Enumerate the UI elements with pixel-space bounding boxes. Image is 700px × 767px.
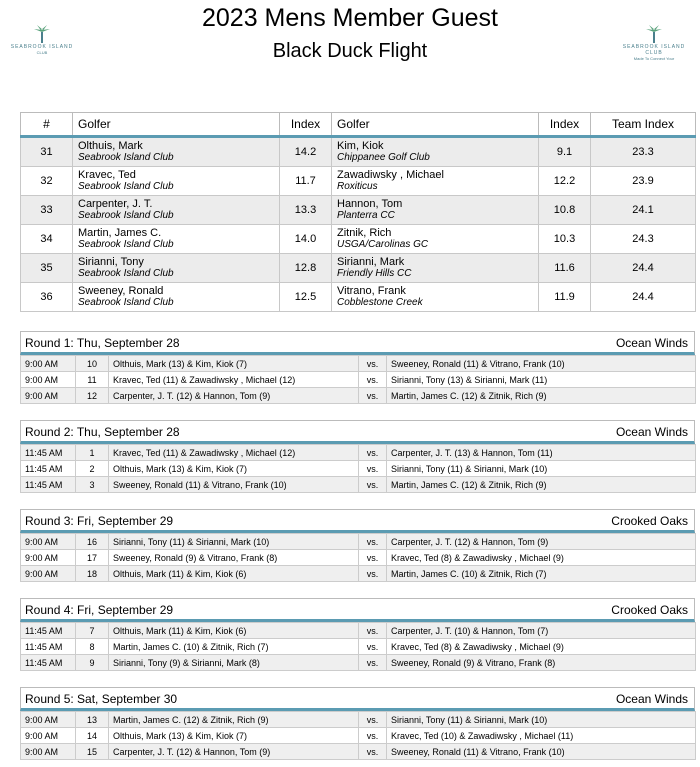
match-row	[21, 461, 696, 477]
tee-time: 9:00 AM	[21, 566, 76, 582]
team-1: Carpenter, J. T. (12) & Hannon, Tom (9)	[109, 744, 359, 760]
team-2: Carpenter, J. T. (13) & Hannon, Tom (11)	[387, 445, 696, 461]
round-course: Crooked Oaks	[611, 514, 688, 528]
tee-time: 9:00 AM	[21, 372, 76, 388]
starting-hole: 11	[76, 372, 109, 388]
page-title: 2023 Mens Member Guest	[202, 4, 498, 32]
match-row	[21, 566, 696, 582]
golfer-2-name: Vitrano, Frank	[337, 285, 406, 297]
starting-hole: 8	[76, 639, 109, 655]
team-index: 24.4	[591, 254, 696, 283]
logo-right-name: SEABROOK ISLAND CLUB	[622, 44, 686, 56]
team-index: 24.3	[591, 225, 696, 254]
golfer-1-index: 14.2	[280, 137, 332, 167]
golfer-1-name: Kravec, Ted	[78, 169, 136, 181]
team-1: Sweeney, Ronald (11) & Vitrano, Frank (10)	[109, 477, 359, 493]
versus-label: vs.	[359, 639, 387, 655]
golfer-1-club: Seabrook Island Club	[78, 152, 174, 163]
tee-time: 9:00 AM	[21, 550, 76, 566]
team-1: Olthuis, Mark (11) & Kim, Kiok (6)	[109, 566, 359, 582]
tee-time: 11:45 AM	[21, 477, 76, 493]
col-header-golfer-2: Golfer	[332, 113, 539, 137]
golfer-1-index: 14.0	[280, 225, 332, 254]
round-matches-body	[21, 623, 696, 671]
golfer-2-cell	[332, 283, 539, 312]
golfer-1-cell	[73, 137, 280, 167]
logo-right-sub: Made To Connect Your	[633, 56, 675, 61]
round-header	[20, 331, 695, 355]
col-header-index-2: Index	[539, 113, 591, 137]
tee-time: 11:45 AM	[21, 623, 76, 639]
palm-icon	[645, 24, 663, 44]
starting-hole: 16	[76, 534, 109, 550]
versus-label: vs.	[359, 356, 387, 372]
golfer-2-index: 11.9	[539, 283, 591, 312]
logo-left-name: SEABROOK ISLAND	[10, 44, 74, 50]
round-matches-table	[20, 533, 696, 582]
round-header	[20, 687, 695, 711]
tee-time: 9:00 AM	[21, 388, 76, 404]
golfer-2-club: USGA/Carolinas GC	[337, 239, 429, 250]
team-1: Kravec, Ted (11) & Zawadiwsky , Michael (12)	[109, 372, 359, 388]
page-subtitle: Black Duck Flight	[272, 40, 428, 62]
match-row	[21, 477, 696, 493]
golfer-2-index: 11.6	[539, 254, 591, 283]
starting-hole: 13	[76, 712, 109, 728]
versus-label: vs.	[359, 372, 387, 388]
golfer-2-index: 9.1	[539, 137, 591, 167]
logo-left-sub: CLUB	[36, 50, 48, 55]
versus-label: vs.	[359, 534, 387, 550]
round-matches-body	[21, 534, 696, 582]
table-row	[21, 167, 696, 196]
golfer-1-name: Martin, James C.	[78, 227, 162, 239]
team-2: Sweeney, Ronald (9) & Vitrano, Frank (8)	[387, 655, 696, 671]
golfer-1-index: 11.7	[280, 167, 332, 196]
golfer-2-name: Zawadiwsky , Michael	[337, 169, 444, 181]
golfer-2-cell	[332, 167, 539, 196]
golfer-1-cell	[73, 283, 280, 312]
team-2: Sweeney, Ronald (11) & Vitrano, Frank (10)	[387, 356, 696, 372]
tee-time: 9:00 AM	[21, 728, 76, 744]
golfer-1-club: Seabrook Island Club	[78, 268, 174, 279]
match-row	[21, 445, 696, 461]
versus-label: vs.	[359, 655, 387, 671]
golfer-1-club: Seabrook Island Club	[78, 239, 174, 250]
versus-label: vs.	[359, 461, 387, 477]
round-title: Round 3: Fri, September 29	[25, 514, 174, 528]
tee-time: 11:45 AM	[21, 461, 76, 477]
team-1: Olthuis, Mark (11) & Kim, Kiok (6)	[109, 623, 359, 639]
golfer-2-name: Hannon, Tom	[337, 198, 403, 210]
golfer-2-cell	[332, 137, 539, 167]
match-row	[21, 372, 696, 388]
match-row	[21, 655, 696, 671]
team-1: Olthuis, Mark (13) & Kim, Kiok (7)	[109, 356, 359, 372]
team-2: Carpenter, J. T. (12) & Hannon, Tom (9)	[387, 534, 696, 550]
golfer-1-club: Seabrook Island Club	[78, 181, 174, 192]
team-2: Martin, James C. (12) & Zitnik, Rich (9)	[387, 388, 696, 404]
golfer-1-cell	[73, 225, 280, 254]
golfer-1-club: Seabrook Island Club	[78, 297, 174, 308]
tee-time: 11:45 AM	[21, 655, 76, 671]
team-1: Kravec, Ted (11) & Zawadiwsky , Michael (12)	[109, 445, 359, 461]
team-index: 24.4	[591, 283, 696, 312]
tee-time: 11:45 AM	[21, 445, 76, 461]
golfer-1-name: Sweeney, Ronald	[78, 285, 164, 297]
golfer-1-name: Olthuis, Mark	[78, 140, 143, 152]
starting-hole: 15	[76, 744, 109, 760]
starting-hole: 10	[76, 356, 109, 372]
versus-label: vs.	[359, 388, 387, 404]
match-row	[21, 712, 696, 728]
tee-time: 9:00 AM	[21, 712, 76, 728]
round-title: Round 1: Thu, September 28	[25, 336, 180, 350]
round-course: Ocean Winds	[615, 692, 688, 706]
tee-time: 9:00 AM	[21, 744, 76, 760]
round-header	[20, 598, 695, 622]
golfer-1-index: 12.5	[280, 283, 332, 312]
round-title: Round 5: Sat, September 30	[25, 692, 178, 706]
match-row	[21, 534, 696, 550]
roster-table	[20, 112, 696, 312]
col-header-number: #	[21, 113, 73, 137]
golfer-2-index: 10.3	[539, 225, 591, 254]
tee-time: 9:00 AM	[21, 534, 76, 550]
match-row	[21, 623, 696, 639]
golfer-2-cell	[332, 225, 539, 254]
round-matches-table	[20, 444, 696, 493]
roster-body	[21, 137, 696, 312]
golfer-1-name: Sirianni, Tony	[78, 256, 144, 268]
team-2: Martin, James C. (10) & Zitnik, Rich (7)	[387, 566, 696, 582]
golfer-2-name: Kim, Kiok	[337, 140, 384, 152]
tee-time: 11:45 AM	[21, 639, 76, 655]
round-section	[20, 509, 695, 582]
team-1: Martin, James C. (12) & Zitnik, Rich (9)	[109, 712, 359, 728]
team-2: Martin, James C. (12) & Zitnik, Rich (9)	[387, 477, 696, 493]
team-index: 24.1	[591, 196, 696, 225]
match-row	[21, 388, 696, 404]
team-2: Kravec, Ted (8) & Zawadiwsky , Michael (9)	[387, 550, 696, 566]
round-matches-body	[21, 445, 696, 493]
round-section	[20, 598, 695, 671]
golfer-2-club: Planterra CC	[337, 210, 395, 221]
team-1: Martin, James C. (10) & Zitnik, Rich (7)	[109, 639, 359, 655]
golfer-2-club: Roxiticus	[337, 181, 378, 192]
match-row	[21, 639, 696, 655]
col-header-golfer: Golfer	[73, 113, 280, 137]
round-title: Round 4: Fri, September 29	[25, 603, 174, 617]
round-course: Ocean Winds	[615, 425, 688, 439]
match-row	[21, 356, 696, 372]
team-2: Sirianni, Tony (13) & Sirianni, Mark (11)	[387, 372, 696, 388]
col-header-index: Index	[280, 113, 332, 137]
round-section	[20, 420, 695, 493]
golfer-2-index: 12.2	[539, 167, 591, 196]
round-section	[20, 331, 695, 404]
versus-label: vs.	[359, 744, 387, 760]
round-course: Crooked Oaks	[611, 603, 688, 617]
table-row	[21, 254, 696, 283]
starting-hole: 12	[76, 388, 109, 404]
team-2: Sirianni, Tony (11) & Sirianni, Mark (10)	[387, 712, 696, 728]
match-row	[21, 550, 696, 566]
round-matches-body	[21, 356, 696, 404]
team-number: 35	[21, 254, 73, 283]
match-row	[21, 744, 696, 760]
round-section	[20, 687, 695, 760]
starting-hole: 18	[76, 566, 109, 582]
team-2: Sweeney, Ronald (11) & Vitrano, Frank (10)	[387, 744, 696, 760]
golfer-1-index: 12.8	[280, 254, 332, 283]
versus-label: vs.	[359, 550, 387, 566]
versus-label: vs.	[359, 566, 387, 582]
team-index: 23.3	[591, 137, 696, 167]
round-header	[20, 420, 695, 444]
team-2: Carpenter, J. T. (10) & Hannon, Tom (7)	[387, 623, 696, 639]
golfer-2-index: 10.8	[539, 196, 591, 225]
team-2: Kravec, Ted (10) & Zawadiwsky , Michael (11)	[387, 728, 696, 744]
match-row	[21, 728, 696, 744]
round-matches-body	[21, 712, 696, 760]
team-2: Sirianni, Tony (11) & Sirianni, Mark (10)	[387, 461, 696, 477]
team-2: Kravec, Ted (8) & Zawadiwsky , Michael (9)	[387, 639, 696, 655]
versus-label: vs.	[359, 728, 387, 744]
starting-hole: 3	[76, 477, 109, 493]
col-header-team-index: Team Index	[591, 113, 696, 137]
golfer-1-name: Carpenter, J. T.	[78, 198, 153, 210]
golfer-1-club: Seabrook Island Club	[78, 210, 174, 221]
starting-hole: 2	[76, 461, 109, 477]
club-logo-right	[618, 24, 690, 74]
starting-hole: 7	[76, 623, 109, 639]
golfer-2-club: Friendly Hills CC	[337, 268, 412, 279]
golfer-2-name: Zitnik, Rich	[337, 227, 392, 239]
starting-hole: 1	[76, 445, 109, 461]
table-row	[21, 137, 696, 167]
starting-hole: 9	[76, 655, 109, 671]
starting-hole: 14	[76, 728, 109, 744]
page-header	[0, 0, 700, 75]
golfer-2-club: Cobblestone Creek	[337, 297, 423, 308]
team-number: 32	[21, 167, 73, 196]
versus-label: vs.	[359, 712, 387, 728]
golfer-2-cell	[332, 254, 539, 283]
versus-label: vs.	[359, 477, 387, 493]
versus-label: vs.	[359, 445, 387, 461]
versus-label: vs.	[359, 623, 387, 639]
team-1: Olthuis, Mark (13) & Kim, Kiok (7)	[109, 461, 359, 477]
golfer-1-cell	[73, 196, 280, 225]
team-1: Sweeney, Ronald (9) & Vitrano, Frank (8)	[109, 550, 359, 566]
team-1: Olthuis, Mark (13) & Kim, Kiok (7)	[109, 728, 359, 744]
tee-time: 9:00 AM	[21, 356, 76, 372]
round-course: Ocean Winds	[615, 336, 688, 350]
team-1: Sirianni, Tony (11) & Sirianni, Mark (10)	[109, 534, 359, 550]
golfer-2-name: Sirianni, Mark	[337, 256, 405, 268]
round-title: Round 2: Thu, September 28	[25, 425, 180, 439]
golfer-1-index: 13.3	[280, 196, 332, 225]
team-1: Carpenter, J. T. (12) & Hannon, Tom (9)	[109, 388, 359, 404]
table-row	[21, 196, 696, 225]
team-number: 33	[21, 196, 73, 225]
table-row	[21, 225, 696, 254]
team-number: 34	[21, 225, 73, 254]
team-index: 23.9	[591, 167, 696, 196]
golfer-2-cell	[332, 196, 539, 225]
roster-header-row	[21, 113, 696, 137]
table-row	[21, 283, 696, 312]
golfer-1-cell	[73, 254, 280, 283]
team-number: 31	[21, 137, 73, 167]
round-matches-table	[20, 355, 696, 404]
starting-hole: 17	[76, 550, 109, 566]
team-number: 36	[21, 283, 73, 312]
team-1: Sirianni, Tony (9) & Sirianni, Mark (8)	[109, 655, 359, 671]
round-matches-table	[20, 711, 696, 760]
golfer-1-cell	[73, 167, 280, 196]
round-matches-table	[20, 622, 696, 671]
golfer-2-club: Chippanee Golf Club	[337, 152, 430, 163]
round-header	[20, 509, 695, 533]
